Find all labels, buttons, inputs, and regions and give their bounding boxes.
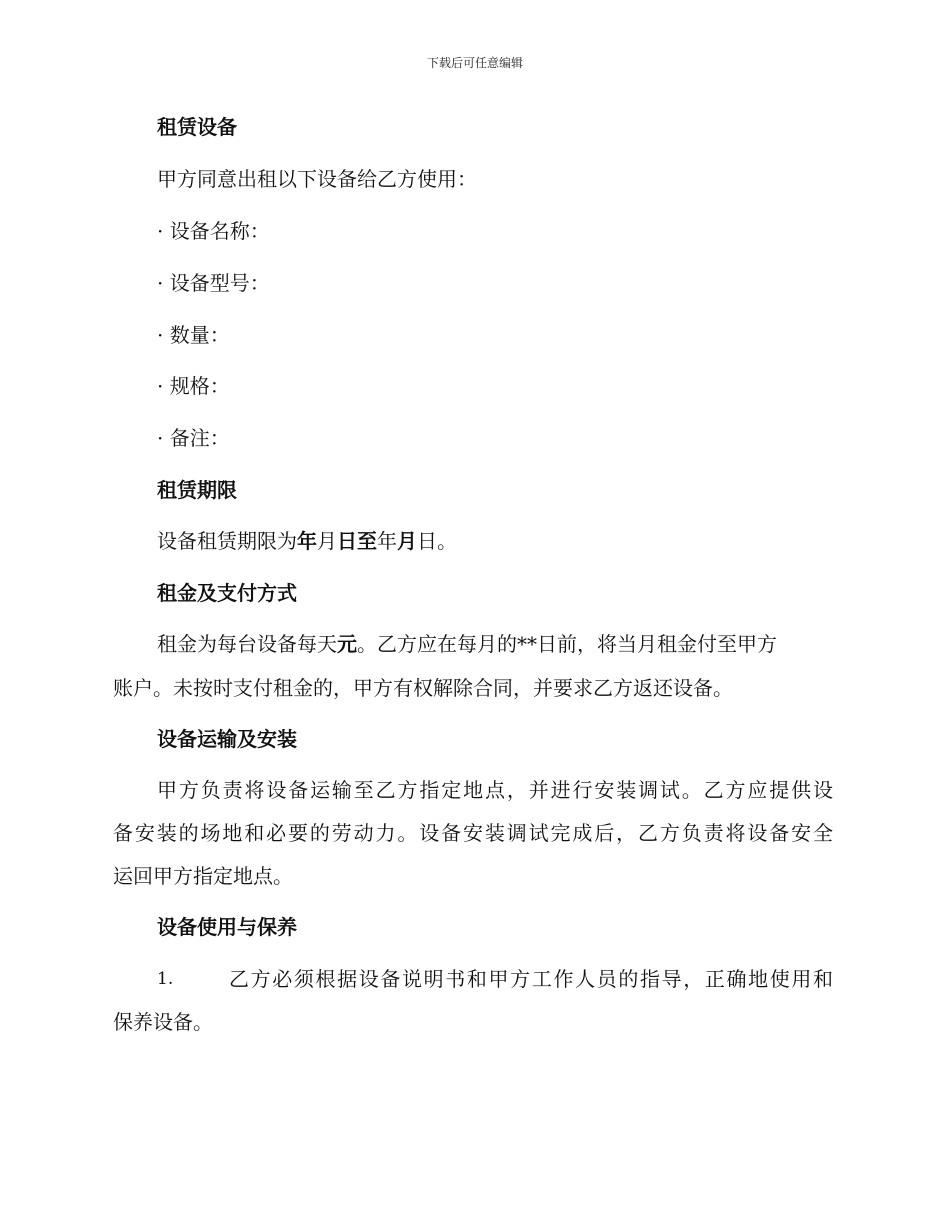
transport-line-3: 运回甲方指定地点。 xyxy=(113,864,293,888)
section-title-usage: 设备使用与保养 xyxy=(157,915,297,939)
rent-text-lead: 租金为每台设备每天 xyxy=(157,632,337,656)
page-header: 下载后可任意编辑 xyxy=(426,56,523,70)
equipment-item-note: · 备注： xyxy=(157,426,230,450)
equipment-item-spec: · 规格： xyxy=(157,374,230,398)
term-year-2: 年 xyxy=(377,529,397,553)
usage-item-number: 1. xyxy=(157,969,174,989)
term-day-end: 日。 xyxy=(417,529,457,553)
usage-item-line-2: 保养设备。 xyxy=(113,1010,213,1034)
rent-unit: 元 xyxy=(337,632,357,656)
term-year-1: 年 xyxy=(297,529,317,553)
equipment-item-name: · 设备名称： xyxy=(157,219,270,243)
transport-line-2: 备安装的场地和必要的劳动力。设备安装调试完成后，乙方负责将设备安全 xyxy=(113,821,833,845)
rent-line-2: 账户。未按时支付租金的，甲方有权解除合同，并要求乙方返还设备。 xyxy=(113,676,733,700)
section-title-transport: 设备运输及安装 xyxy=(157,727,297,751)
section-title-equipment: 租赁设备 xyxy=(157,115,237,139)
rent-line-1 xyxy=(157,630,833,658)
section-title-rent: 租金及支付方式 xyxy=(157,581,297,605)
equipment-item-model: · 设备型号： xyxy=(157,271,270,295)
transport-line-1: 甲方负责将设备运输至乙方指定地点，并进行安装调试。乙方应提供设 xyxy=(157,778,833,802)
term-day-to: 日至 xyxy=(337,529,377,553)
equipment-item-quantity: · 数量： xyxy=(157,323,230,347)
equipment-intro: 甲方同意出租以下设备给乙方使用： xyxy=(157,167,477,191)
section-title-term: 租赁期限 xyxy=(157,478,237,502)
rent-text-rest: 。乙方应在每月的**日前，将当月租金付至甲方 xyxy=(357,632,777,656)
term-text-lead: 设备租赁期限为 xyxy=(157,529,297,553)
term-month-1: 月 xyxy=(317,529,337,553)
usage-item-line-1: 乙方必须根据设备说明书和甲方工作人员的指导，正确地使用和 xyxy=(229,967,833,991)
term-month-2: 月 xyxy=(397,529,417,553)
term-sentence xyxy=(157,527,877,555)
